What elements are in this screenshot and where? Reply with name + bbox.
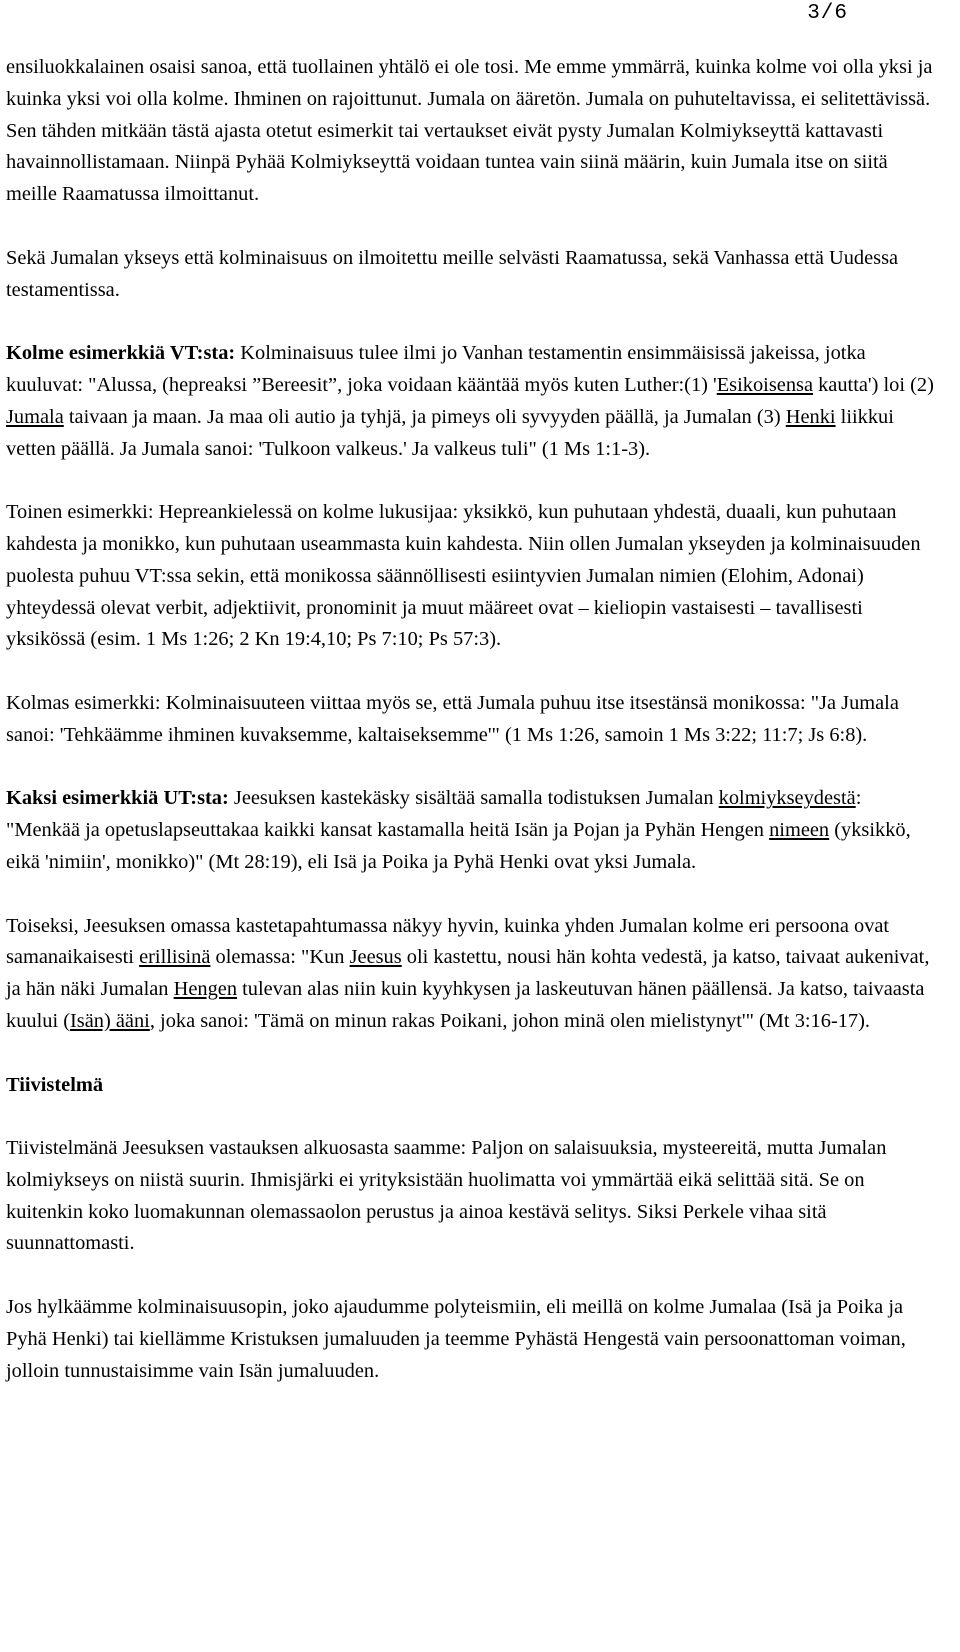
text-span: (yksikkö, eikä 'nimiin', monikko)" (Mt 28:19), eli Isä ja Poika ja Pyhä Henki ovat yksi Jumala.	[6, 819, 911, 873]
text-span: taivaan ja maan. Ja maa oli autio ja tyhjä, ja pimeys oli syvyyden päällä, ja Jumalan (3)	[63, 405, 786, 428]
text-span: kautta') loi (2)	[813, 373, 934, 396]
underlined-term: Henki	[785, 405, 836, 428]
underlined-term: Jeesus	[349, 946, 402, 969]
paragraph-summary: Tiivistelmänä Jeesuksen vastauksen alkuosasta saamme: Paljon on salaisuuksia, mysteereitä, mutta Jumalan kolmiykseys on niistä suurin. Ihmisjärki ei yrityksistään huolimatta voi ymmärtää eikä selittää sitä. Se on kuitenkin koko luomakunnan olemassaolon perustus ja ainoa kestävä selitys. Siksi Perkele vihaa sitä suunnattomasti.	[6, 1137, 887, 1255]
underlined-term: nimeen	[769, 819, 830, 842]
paragraph-ot-example-1	[6, 338, 936, 465]
paragraph-ot-example-3: Kolmas esimerkki: Kolminaisuuteen viittaa myös se, että Jumala puhuu itse itsestänsä monikossa: "Ja Jumala sanoi: 'Tehkäämme ihminen kuvaksemme, kaltaiseksemme'" (1 Ms 1:26, samoin 1 Ms 3:22; 11:7; Js 6:8).	[6, 691, 899, 746]
document-body	[6, 52, 936, 1419]
underlined-term: Hengen	[173, 978, 238, 1001]
nt-examples-lead: Kaksi esimerkkiä UT:sta:	[6, 787, 229, 810]
text-span: : "Menkää ja opetuslapseuttakaa kaikki kansat kastamalla heitä Isän ja Pojan ja Pyhän Hengen	[6, 787, 862, 842]
paragraph-nt-example-1	[6, 783, 936, 878]
text-span: Kolminaisuus tulee ilmi jo Vanhan testamentin ensimmäisissä jakeissa, jotka kuuluvat: "Alussa, (hepreaksi ”Bereesit”, joka voidaan kääntää myös kuten Luther:(1) '	[6, 342, 866, 396]
paragraph-ot-example-2: Toinen esimerkki: Hepreankielessä on kolme lukusijaa: yksikkö, kun puhutaan yhdestä, duaali, kun puhutaan kahdesta ja monikko, kun puhutaan useammasta kuin kahdesta. Niin ollen Jumalan ykseyden ja kolminaisuuden puolesta puhuu VT:ssa sekin, että monikossa säännöllisesti esiintyvien Jumalan nimien (Elohim, Adonai) yhteydessä olevat verbit, adjektiivit, pronominit ja muut määreet ovat – kieliopin vastaisesti – tavallisesti yksikössä (esim. 1 Ms 1:26; 2 Kn 19:4,10; Ps 7:10; Ps 57:3).	[6, 501, 921, 651]
page-number: 3/6	[807, 2, 848, 25]
text-span: Jeesuksen kastekäsky sisältää samalla todistuksen Jumalan	[228, 787, 719, 810]
paragraph-conclusion: Jos hylkäämme kolminaisuusopin, joko ajaudumme polyteismiin, eli meillä on kolme Jumalaa (Isä ja Poika ja Pyhä Henki) tai kiellämme Kristuksen jumaluuden ja teemme Pyhästä Hengestä vain persoonattoman voiman, jolloin tunnustaisimme vain Isän jumaluuden.	[6, 1296, 906, 1382]
underlined-term: Esikoisensa	[716, 373, 813, 396]
underlined-term: erillisinä	[139, 946, 211, 969]
section-heading-summary: Tiivistelmä	[6, 1073, 104, 1096]
underlined-term: kolmiykseydestä	[718, 787, 856, 810]
text-span: , joka sanoi: 'Tämä on minun rakas Poikani, johon minä olen mielistynyt'" (Mt 3:16-17).	[149, 1009, 871, 1032]
text-span: oli kastettu, nousi hän kohta vedestä, ja katso, taivaat aukenivat, ja hän näki Jumalan	[6, 946, 930, 1001]
underlined-term: Jumala	[6, 405, 64, 428]
text-span: tulevan alas niin kuin kyyhkysen ja laskeutuvan hänen päällensä. Ja katso, taivaasta kuului (	[6, 978, 925, 1032]
ot-examples-lead: Kolme esimerkkiä VT:sta:	[6, 342, 236, 365]
text-span: liikkui vetten päällä. Ja Jumala sanoi: 'Tulkoon valkeus.' Ja valkeus tuli" (1 Ms 1:1-3).	[6, 405, 894, 460]
paragraph-intro: ensiluokkalainen osaisi sanoa, että tuollainen yhtälö ei ole tosi. Me emme ymmärrä, kuinka kolme voi olla yksi ja kuinka yksi voi olla kolme. Ihminen on rajoittunut. Jumala on ääretön. Jumala on puhuteltavissa, ei selitettävissä. Sen tähden mitkään tästä ajasta otetut esimerkit tai vertaukset eivät pysty Jumalan Kolmiykseyttä kattavasti havainnollistamaan. Niinpä Pyhää Kolmiykseyttä voidaan tuntea vain siinä määrin, kuin Jumala itse on siitä meille Raamatussa ilmoittanut.	[6, 56, 933, 206]
paragraph-revelation: Sekä Jumalan ykseys että kolminaisuus on ilmoitettu meille selvästi Raamatussa, sekä Vanhassa että Uudessa testamentissa.	[6, 246, 899, 301]
underlined-term: Isän) ääni	[70, 1009, 150, 1032]
paragraph-nt-example-2	[6, 911, 936, 1038]
text-span: olemassa: "Kun	[210, 946, 350, 969]
text-span: Toiseksi, Jeesuksen omassa kastetapahtumassa näkyy hyvin, kuinka yhden Jumalan kolme eri persoona ovat samanaikaisesti	[6, 914, 890, 969]
